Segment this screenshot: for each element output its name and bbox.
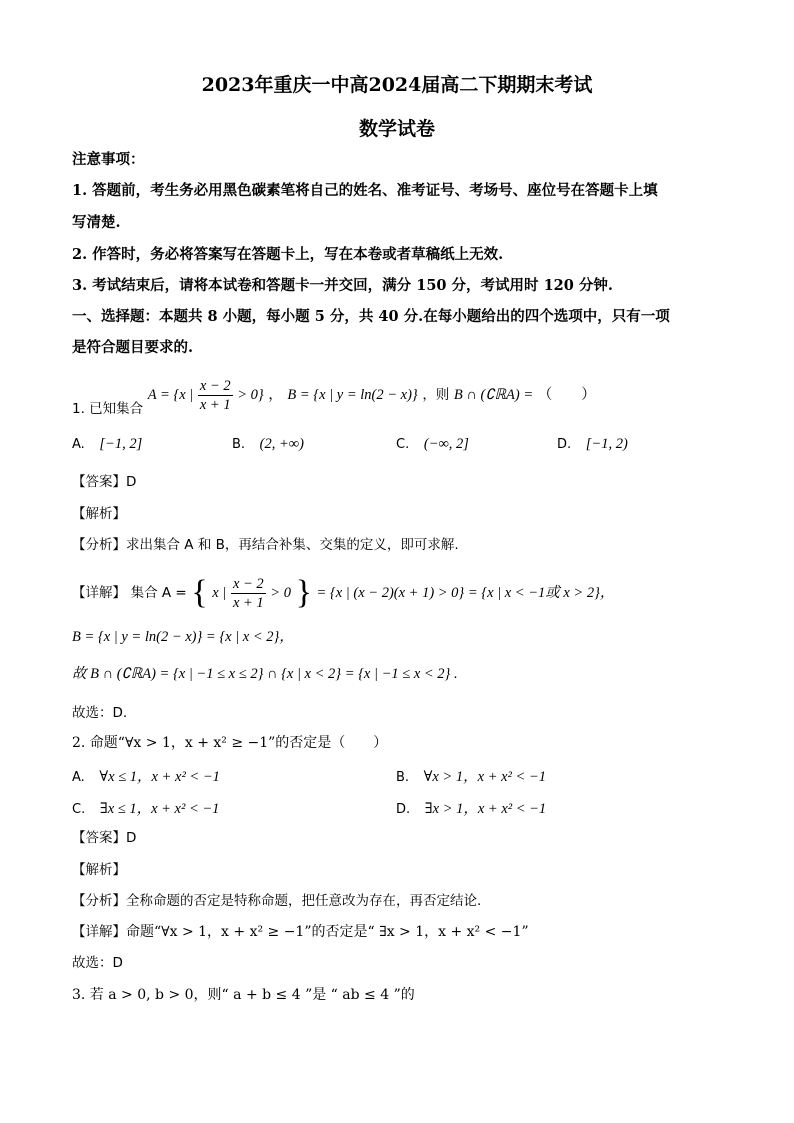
q1-option-c: C. (−∞, 2]: [396, 436, 469, 452]
q2-analysis-tag: 【解析】: [72, 862, 126, 878]
q1-setA-fraction: $\frac{x - 2}{x + 1}$: [199, 377, 231, 413]
q1-expr: B ∩ (∁ℝA) =: [453, 387, 534, 403]
notice-item-2: 2. 作答时，务必将答案写在答题卡上，写在本卷或者草稿纸上无效.: [72, 246, 504, 263]
q3-stem: 3. 若 a > 0, b > 0，则“ a + b ≤ 4 ”是 “ ab ≤ 4 ”的: [72, 987, 415, 1003]
q2-conclusion: 故选：D: [72, 955, 123, 971]
q2-answer: 【答案】D: [72, 830, 137, 846]
q1-stem: 1. 已知集合 A = {x | $\frac{x - 2}{x + 1}$ > 0} ， B = {x | y = ln(2 − x)} ，则 B ∩ (∁ℝA) = （ ）: [72, 377, 596, 417]
q2-option-d: D. ∃x > 1，x + x² < −1: [396, 801, 547, 817]
q1-setA-rhs: > 0}: [237, 387, 264, 403]
q1-setA-lhs: A = {x |: [147, 387, 194, 403]
q1-fenxi: 【分析】求出集合 A 和 B，再结合补集、交集的定义，即可求解.: [72, 537, 459, 553]
q1-option-d: D. [−1, 2): [557, 436, 628, 452]
notice-item-3: 3. 考试结束后，请将本试卷和答题卡一并交回，满分 150 分，考试用时 120 分钟.: [72, 277, 613, 294]
q1-option-b: B. (2, +∞): [232, 436, 304, 452]
q1-answer: 【答案】D: [72, 474, 137, 490]
q2-detail: 【详解】命题“∀x > 1，x + x² ≥ −1”的否定是“ ∃x > 1，x + x² < −1”: [72, 924, 529, 940]
section-heading-line1: 一、选择题：本题共 8 小题，每小题 5 分，共 40 分.在每小题给出的四个选项中，只有一项: [72, 308, 670, 325]
exam-title: 2023年重庆一中高2024届高二下期期末考试: [201, 74, 593, 96]
q2-option-b: B. ∀x > 1，x + x² < −1: [396, 769, 546, 785]
q1-option-a: A. [−1, 2]: [72, 436, 143, 452]
q1-detail-line2: B = {x | y = ln(2 − x)} = {x | x < 2}，: [72, 629, 294, 645]
q1-prefix: 1. 已知集合: [72, 401, 144, 417]
notice-item-1b: 写清楚.: [72, 214, 121, 231]
section-heading-line2: 是符合题目要求的.: [72, 339, 194, 356]
q2-fenxi: 【分析】全称命题的否定是特称命题，把任意改为存在，再否定结论.: [72, 893, 482, 909]
notice-heading: 注意事项：: [72, 151, 145, 168]
q1-detail-line3: 故 B ∩ (∁ℝA) = {x | −1 ≤ x ≤ 2} ∩ {x | x < 2} = {x | −1 ≤ x < 2} .: [72, 666, 458, 682]
q1-setB: B = {x | y = ln(2 − x)}: [287, 387, 418, 403]
q2-option-a: A. ∀x ≤ 1，x + x² < −1: [72, 769, 220, 785]
q1-conclusion: 故选：D.: [72, 705, 128, 721]
q1-analysis-tag: 【解析】: [72, 506, 126, 522]
q2-stem: 2. 命题“∀x > 1，x + x² ≥ −1”的否定是（ ）: [72, 735, 388, 751]
exam-subtitle: 数学试卷: [358, 118, 435, 140]
q1-detail-line1: 【详解】 集合 A = { x | $\frac{x - 2}{x + 1}$ > 0 } = {x | (x − 2)(x + 1) > 0} = {x | x < −1或 x > 2}，: [72, 574, 615, 611]
notice-item-1a: 1. 答题前，考生务必用黑色碳素笔将自己的姓名、准考证号、考场号、座位号在答题卡上填: [72, 182, 658, 199]
q1-detail-fraction: $\frac{x - 2}{x + 1}$: [232, 575, 264, 611]
q2-option-c: C. ∃x ≤ 1，x + x² < −1: [72, 801, 220, 817]
